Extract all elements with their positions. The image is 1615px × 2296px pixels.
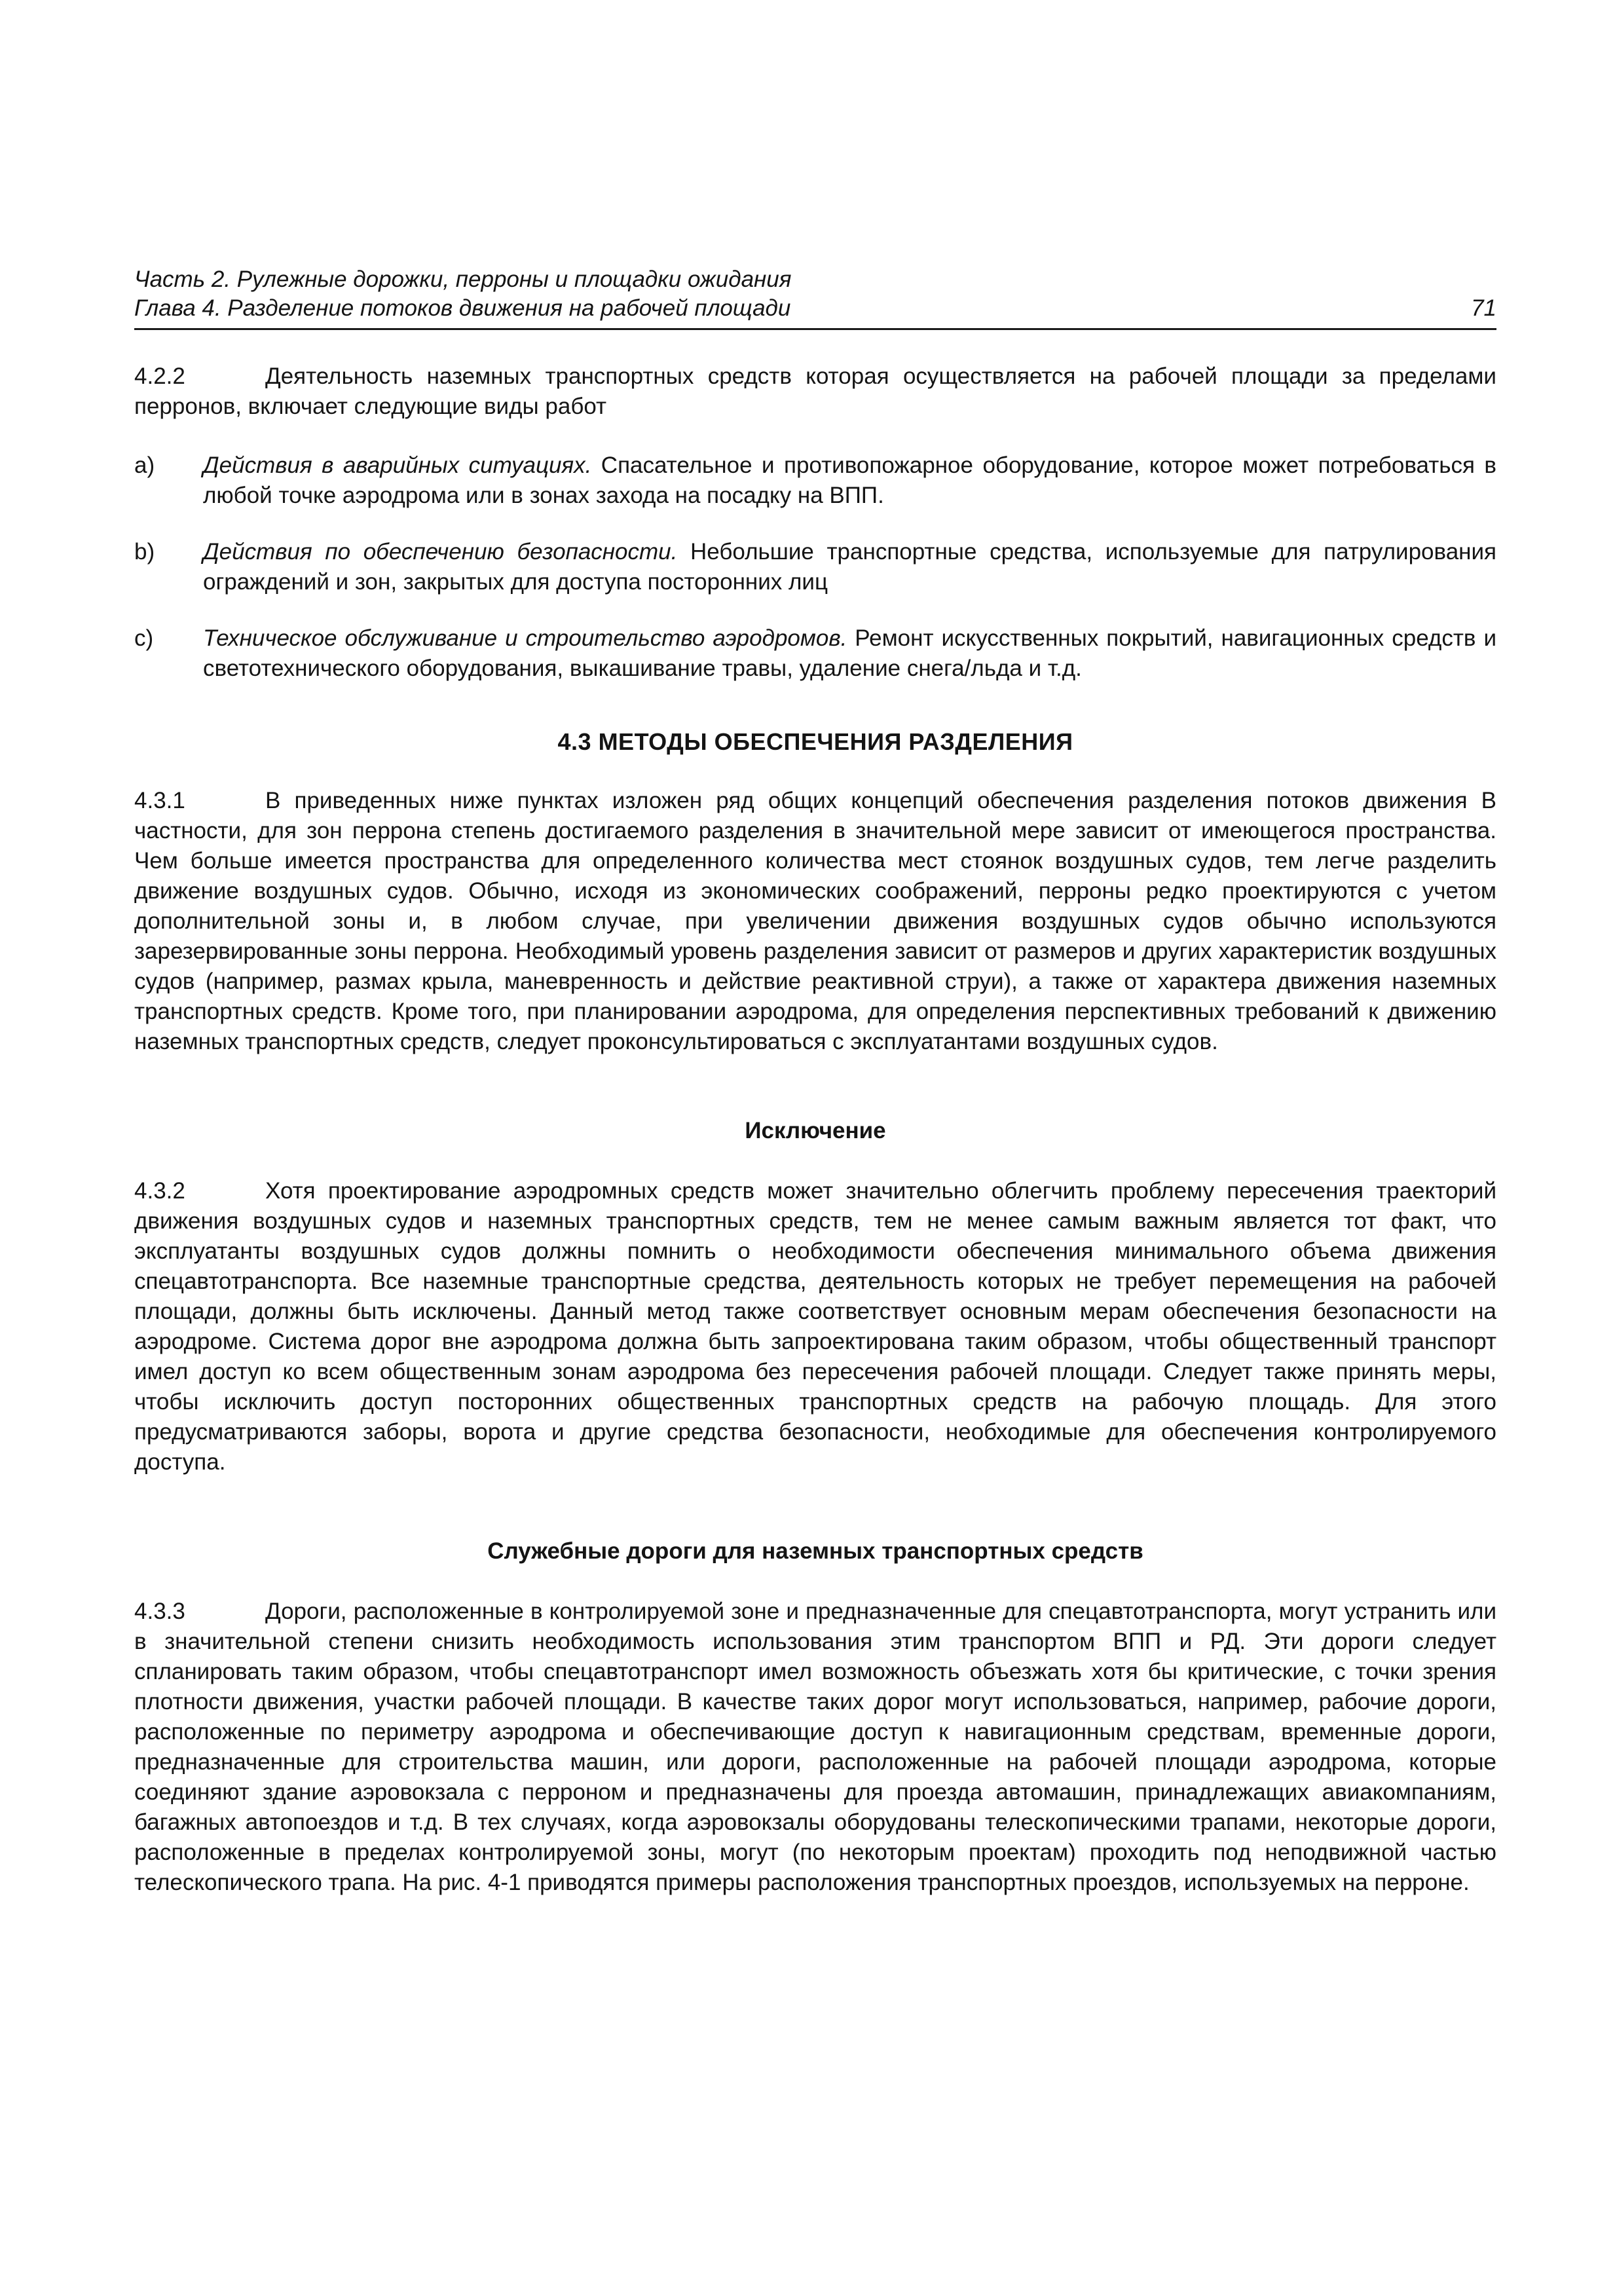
paragraph-number: 4.3.1 <box>134 788 185 813</box>
list-item-body <box>203 451 1496 511</box>
list-marker: a) <box>134 453 155 478</box>
list-item-c <box>134 623 1496 684</box>
paragraph-4-3-1 <box>134 786 1496 1057</box>
paragraph-4-3-3 <box>134 1597 1496 1898</box>
main-content <box>134 361 1496 1927</box>
header-row-2 <box>134 294 1496 323</box>
section-heading-4-3: 4.3 МЕТОДЫ ОБЕСПЕЧЕНИЯ РАЗДЕЛЕНИЯ <box>557 728 1073 755</box>
paragraph-number: 4.3.3 <box>134 1599 185 1624</box>
list-item-title: Техническое обслуживание и строительство аэродромов. <box>203 625 847 651</box>
list-item-text: Ремонт искусственных покрытий, навигационных средств и светотехнического оборудования, выкашивание травы, удаление снега/льда и т.д. <box>203 625 1496 681</box>
paragraph-4-2-2 <box>134 361 1496 422</box>
subheading-exception: Исключение <box>745 1118 886 1143</box>
paragraph-text: Хотя проектирование аэродромных средств может значительно облегчить проблему пересечения траекторий движения воздушных судов и наземных транспортных средств, тем не менее самым важным является тот факт, что эксплуатанты воздушных судов должны помнить о необходимости обеспечения минимального объема движения спецавтотранспорта. Все наземные транспортные средства, деятельность которых не требует перемещения на рабочей площади, должны быть исключены. Данный метод также соответствует основным мерам обеспечения безопасности на аэродроме. Система дорог вне аэродрома должна быть запроектирована таким образом, чтобы общественный транспорт имел доступ ко всем общественным зонам аэродрома без пересечения рабочей площади. Следует также принять меры, чтобы исключить доступ посторонних общественных транспортных средств на рабочую площадь. Для этого предусматриваются заборы, ворота и другие средства безопасности, необходимые для обеспечения контролируемого доступа. <box>134 1178 1496 1475</box>
paragraph-4-3-2 <box>134 1176 1496 1477</box>
list-marker: c) <box>134 625 154 651</box>
list-item-text: Небольшие транспортные средства, используемые для патрулирования ограждений и зон, закрытых для доступа посторонних лиц <box>203 539 1496 595</box>
list-item-b <box>134 537 1496 597</box>
list-marker: b) <box>134 539 155 565</box>
subheading-service-roads: Служебные дороги для наземных транспортных средств <box>487 1538 1143 1564</box>
list-item-a <box>134 451 1496 511</box>
paragraph-text: В приведенных ниже пунктах изложен ряд общих концепций обеспечения разделения потоков движения В частности, для зон перрона степень достигаемого разделения в значительной мере зависит от имеющегося пространства. Чем больше имеется пространства для определенного количества мест стоянок воздушных судов, тем легче разделить движение воздушных судов. Обычно, исходя из экономических соображений, перроны редко проектируются с учетом дополнительной зоны и, в любом случае, при увеличении движения воздушных судов обычно используются зарезервированные зоны перрона. Необходимый уровень разделения зависит от размеров и других характеристик воздушных судов (например, размах крыла, маневренность и действие реактивной струи), а также от характера движения наземных транспортных средств. Кроме того, при планировании аэродрома, для определения перспективных требований к движению наземных транспортных средств, следует проконсультироваться с эксплуатантами воздушных судов. <box>134 788 1496 1054</box>
list-item-body <box>203 623 1496 684</box>
list-item-body <box>203 537 1496 597</box>
header-row-1 <box>134 265 1496 294</box>
running-header <box>134 265 1496 330</box>
header-part-title: Часть 2. Рулежные дорожки, перроны и площадки ожидания <box>134 267 792 292</box>
paragraph-text: Дороги, расположенные в контролируемой зоне и предназначенные для спецавтотранспорта, могут устранить или в значительной степени снизить необходимость использования этим транспортом ВПП и РД. Эти дороги следует спланировать таким образом, чтобы спецавтотранспорт имел возможность объезжать хотя бы критические, с точки зрения плотности движения, участки рабочей площади. В качестве таких дорог могут использоваться, например, рабочие дороги, расположенные по периметру аэродрома и обеспечивающие доступ к навигационным средствам, временные дороги, предназначенные для строительства машин, или дороги, расположенные на рабочей площади аэродрома, которые соединяют здание аэровокзала с перроном и предназначены для проезда автомашин, принадлежащих авиакомпаниям, багажных автопоездов и т.д. В тех случаях, когда аэровокзалы оборудованы телескопическими трапами, некоторые дороги, расположенные в пределах контролируемой зоны, могут (по некоторым проектам) проходить под неподвижной частью телескопического трапа. На рис. 4-1 приводятся примеры расположения транспортных проездов, используемых на перроне. <box>134 1599 1496 1895</box>
list-item-title: Действия в аварийных ситуациях. <box>203 453 592 478</box>
page-number: 71 <box>1471 295 1496 321</box>
paragraph-number: 4.3.2 <box>134 1178 185 1204</box>
paragraph-text: Деятельность наземных транспортных средств которая осуществляется на рабочей площади за пределами перронов, включает следующие виды работ <box>134 363 1496 419</box>
paragraph-number: 4.2.2 <box>134 363 185 389</box>
header-chapter-title: Глава 4. Разделение потоков движения на рабочей площади <box>134 295 791 321</box>
list-item-text: Спасательное и противопожарное оборудование, которое может потребоваться в любой точке аэродрома или в зонах захода на посадку на ВПП. <box>203 453 1496 508</box>
list-item-title: Действия по обеспечению безопасности. <box>203 539 678 565</box>
